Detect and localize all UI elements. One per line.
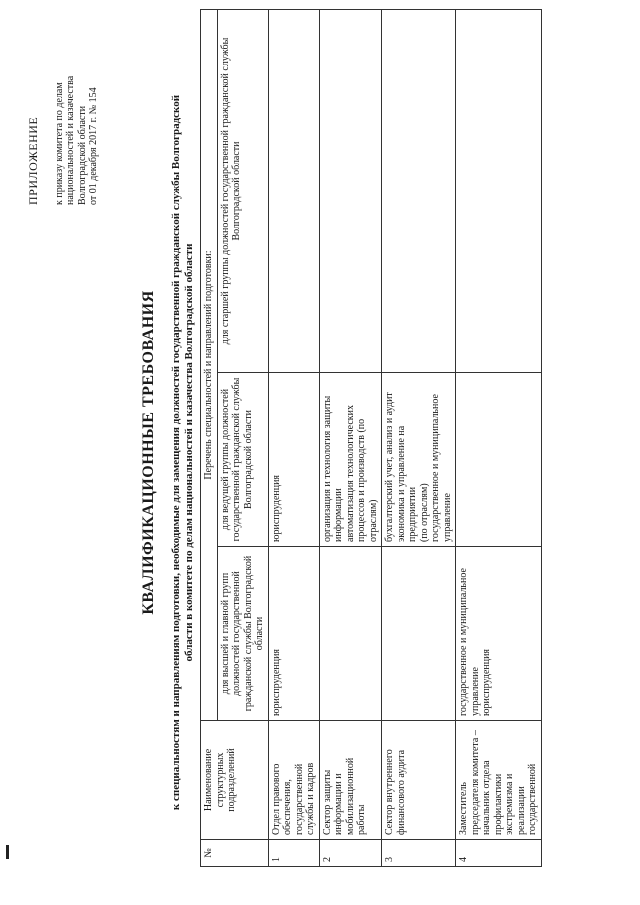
row-senior (319, 10, 382, 373)
appendix-line: от 01 декабря 2017 г. № 154 (88, 87, 99, 205)
table-row (319, 10, 382, 867)
document-subtitle: к специальностям и направлениям подготовки, необходимые для замещения должностей государственной гражданской службы Волгоградской области в комитете по делам национальностей и казачества Волгоградской области (170, 94, 195, 811)
row-senior (382, 10, 456, 373)
row-name: Сектор защиты информации и мобилизационной работы (319, 721, 382, 840)
row-num: 4 (456, 840, 542, 867)
row-senior-main (382, 547, 456, 721)
row-leading: бухгалтерский учет, анализ и аудит экономика и управление на предприятии (по отраслям) государственное и муниципальное управление (382, 373, 456, 547)
row-num: 2 (319, 840, 382, 867)
appendix-line: к приказу комитета по делам (53, 82, 65, 205)
document-title: КВАЛИФИКАЦИОННЫЕ ТРЕБОВАНИЯ (140, 290, 157, 615)
appendix-heading: ПРИЛОЖЕНИЕ (26, 116, 40, 205)
requirements-table (200, 9, 542, 867)
appendix-line: Волгоградской области (76, 105, 88, 205)
row-senior (456, 10, 542, 373)
row-name: Сектор внутреннего финансового аудита (382, 721, 456, 840)
table-row (268, 10, 319, 867)
header-senior: для старшей группы должностей государственной гражданской службы Волгоградской области (217, 10, 268, 373)
row-senior-main: юриспруденция (268, 547, 319, 721)
header-name: Наименование структурных подразделений (201, 721, 269, 840)
row-leading: юриспруденция (268, 373, 319, 547)
row-senior (268, 10, 319, 373)
appendix-block (28, 5, 100, 205)
row-senior-main: государственное и муниципальное управление юриспруденция (456, 547, 542, 721)
header-group: Перечень специальностей и направлений подготовки: (201, 10, 218, 721)
row-leading: организация и технология защиты информации автоматизация технологических процессов и производств (по отраслям) (319, 373, 382, 547)
row-num: 3 (382, 840, 456, 867)
row-name: Отдел правового обеспечения, государственной службы и кадров (268, 721, 319, 840)
row-name: Заместитель председателя комитета – начальник отдела профилактики экстремизма и реализации государственной (456, 721, 542, 840)
header-leading: для ведущей группы должностей государственной гражданской службы Волгоградской области (217, 373, 268, 547)
table-row (382, 10, 456, 867)
row-num: 1 (268, 840, 319, 867)
table-row (456, 10, 542, 867)
appendix-line: национальностей и казачества (65, 75, 76, 205)
header-num: № (201, 840, 269, 867)
header-senior-main: для высшей и главной групп должностей государственной гражданской службы Волгоградской области (217, 547, 268, 721)
row-senior-main (319, 547, 382, 721)
row-leading (456, 373, 542, 547)
